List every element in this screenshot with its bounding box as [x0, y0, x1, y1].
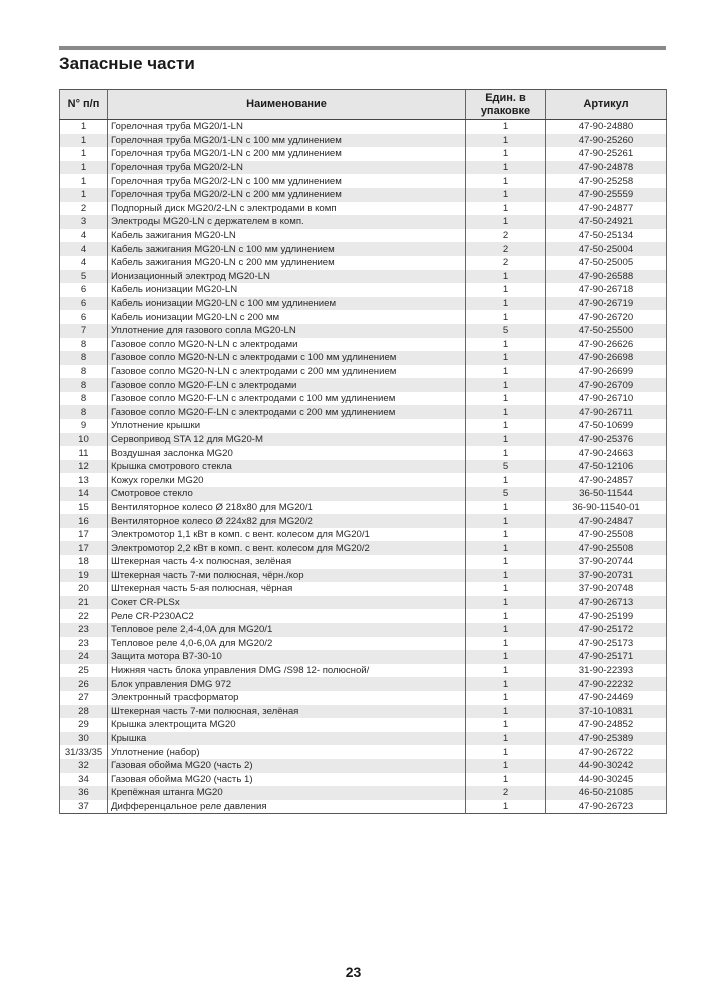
header-number: N° п/п — [60, 90, 108, 120]
table-row — [60, 650, 667, 664]
table-row — [60, 541, 667, 555]
row-number: 27 — [60, 691, 108, 705]
table-row — [60, 242, 667, 256]
row-name: Крышка электрощита MG20 — [108, 718, 466, 732]
row-name: Электромотор 1,1 кВт в комп. с вент. колесом для MG20/1 — [108, 528, 466, 542]
row-article: 37-90-20748 — [546, 582, 667, 596]
row-number: 13 — [60, 473, 108, 487]
row-qty: 1 — [466, 650, 546, 664]
table-row — [60, 365, 667, 379]
row-qty: 1 — [466, 392, 546, 406]
table-row — [60, 392, 667, 406]
header-article: Артикул — [546, 90, 667, 120]
row-name: Горелочная труба MG20/1-LN с 100 мм удлинением — [108, 134, 466, 148]
row-name: Уплотнение для газового сопла MG20-LN — [108, 324, 466, 338]
table-row — [60, 596, 667, 610]
page-title: Запасные части — [59, 54, 195, 73]
row-article: 47-90-24852 — [546, 718, 667, 732]
table-row — [60, 637, 667, 651]
row-number: 1 — [60, 161, 108, 175]
table-row — [60, 745, 667, 759]
table-row — [60, 460, 667, 474]
row-name: Дифференцальное реле давления — [108, 800, 466, 814]
table-row — [60, 623, 667, 637]
row-number: 8 — [60, 351, 108, 365]
row-qty: 5 — [466, 487, 546, 501]
row-qty: 1 — [466, 188, 546, 202]
row-number: 26 — [60, 677, 108, 691]
row-number: 8 — [60, 365, 108, 379]
row-article: 37-90-20744 — [546, 555, 667, 569]
row-name: Горелочная труба MG20/1-LN с 200 мм удлинением — [108, 147, 466, 161]
row-qty: 1 — [466, 718, 546, 732]
row-qty: 1 — [466, 134, 546, 148]
row-article: 47-50-10699 — [546, 419, 667, 433]
row-qty: 1 — [466, 569, 546, 583]
row-article: 47-90-26709 — [546, 378, 667, 392]
row-qty: 1 — [466, 609, 546, 623]
row-name: Тепловое реле 4,0-6,0А для MG20/2 — [108, 637, 466, 651]
row-number: 20 — [60, 582, 108, 596]
row-qty: 1 — [466, 419, 546, 433]
table-row — [60, 188, 667, 202]
row-qty: 1 — [466, 759, 546, 773]
table-row — [60, 514, 667, 528]
row-name: Газовое сопло MG20-N-LN с электродами с 100 мм удлинением — [108, 351, 466, 365]
row-qty: 2 — [466, 256, 546, 270]
row-name: Кабель зажигания MG20-LN с 100 мм удлинением — [108, 242, 466, 256]
row-name: Реле CR-P230AC2 — [108, 609, 466, 623]
row-name: Нижняя часть блока управления DMG /S98 12- полюсной/ — [108, 664, 466, 678]
row-article: 47-90-24877 — [546, 202, 667, 216]
row-qty: 1 — [466, 501, 546, 515]
row-name: Штекерная часть 7-ми полюсная, зелёная — [108, 705, 466, 719]
row-qty: 1 — [466, 705, 546, 719]
row-qty: 2 — [466, 242, 546, 256]
row-name: Электронный трасформатор — [108, 691, 466, 705]
row-qty: 1 — [466, 691, 546, 705]
table-row — [60, 270, 667, 284]
row-number: 36 — [60, 786, 108, 800]
table-row — [60, 134, 667, 148]
row-number: 9 — [60, 419, 108, 433]
row-name: Вентиляторное колесо Ø 224х82 для MG20/2 — [108, 514, 466, 528]
table-row — [60, 215, 667, 229]
row-number: 34 — [60, 773, 108, 787]
row-article: 47-90-25260 — [546, 134, 667, 148]
row-qty: 1 — [466, 433, 546, 447]
row-article: 47-90-26710 — [546, 392, 667, 406]
row-article: 47-90-24847 — [546, 514, 667, 528]
row-name: Электроды MG20-LN с держателем в комп. — [108, 215, 466, 229]
row-qty: 1 — [466, 446, 546, 460]
row-qty: 1 — [466, 623, 546, 637]
row-article: 47-50-25134 — [546, 229, 667, 243]
row-article: 47-90-22232 — [546, 677, 667, 691]
row-name: Газовое сопло MG20-N-LN с электродами — [108, 338, 466, 352]
row-article: 47-90-26723 — [546, 800, 667, 814]
table-row — [60, 405, 667, 419]
row-article: 47-50-25005 — [546, 256, 667, 270]
row-number: 6 — [60, 283, 108, 297]
table-row — [60, 718, 667, 732]
row-article: 47-90-25389 — [546, 732, 667, 746]
row-qty: 1 — [466, 555, 546, 569]
row-article: 47-90-25376 — [546, 433, 667, 447]
table-row — [60, 256, 667, 270]
row-number: 19 — [60, 569, 108, 583]
table-row — [60, 528, 667, 542]
row-name: Газовая обойма MG20 (часть 2) — [108, 759, 466, 773]
table-row — [60, 732, 667, 746]
row-name: Кабель ионизации MG20-LN — [108, 283, 466, 297]
row-article: 47-90-25508 — [546, 541, 667, 555]
row-qty: 1 — [466, 174, 546, 188]
row-article: 47-90-25508 — [546, 528, 667, 542]
row-article: 47-90-26720 — [546, 310, 667, 324]
row-name: Подпорный диск MG20/2-LN с электродами в комп — [108, 202, 466, 216]
table-row — [60, 161, 667, 175]
row-number: 23 — [60, 637, 108, 651]
row-qty: 2 — [466, 229, 546, 243]
row-name: Газовая обойма MG20 (часть 1) — [108, 773, 466, 787]
row-name: Уплотнение крышки — [108, 419, 466, 433]
row-number: 4 — [60, 242, 108, 256]
top-rule — [59, 46, 666, 50]
table-row — [60, 446, 667, 460]
row-number: 10 — [60, 433, 108, 447]
row-name: Сокет CR-PLSx — [108, 596, 466, 610]
row-name: Блок управления DMG 972 — [108, 677, 466, 691]
row-number: 1 — [60, 188, 108, 202]
table-row — [60, 773, 667, 787]
table-row — [60, 174, 667, 188]
table-row — [60, 677, 667, 691]
row-article: 47-90-24469 — [546, 691, 667, 705]
row-number: 4 — [60, 256, 108, 270]
row-number: 18 — [60, 555, 108, 569]
row-number: 5 — [60, 270, 108, 284]
row-article: 47-90-26588 — [546, 270, 667, 284]
row-number: 4 — [60, 229, 108, 243]
row-qty: 1 — [466, 310, 546, 324]
header-name: Наименование — [108, 90, 466, 120]
row-name: Штекерная часть 7-ми полюсная, чёрн./кор — [108, 569, 466, 583]
row-article: 47-90-25559 — [546, 188, 667, 202]
row-article: 37-90-20731 — [546, 569, 667, 583]
row-name: Газовое сопло MG20-F-LN с электродами с 200 мм удлинением — [108, 405, 466, 419]
table-row — [60, 487, 667, 501]
row-name: Газовое сопло MG20-N-LN с электродами с 200 мм удлинением — [108, 365, 466, 379]
row-article: 47-90-25173 — [546, 637, 667, 651]
row-article: 47-50-24921 — [546, 215, 667, 229]
row-name: Горелочная труба MG20/2-LN с 200 мм удлинением — [108, 188, 466, 202]
row-name: Крышка смотрового стекла — [108, 460, 466, 474]
row-qty: 1 — [466, 161, 546, 175]
row-qty: 1 — [466, 541, 546, 555]
row-article: 47-90-24663 — [546, 446, 667, 460]
table-row — [60, 569, 667, 583]
row-article: 31-90-22393 — [546, 664, 667, 678]
table-row — [60, 786, 667, 800]
row-name: Вентиляторное колесо Ø 218х80 для MG20/1 — [108, 501, 466, 515]
row-number: 1 — [60, 134, 108, 148]
row-number: 17 — [60, 541, 108, 555]
row-name: Горелочная труба MG20/2-LN — [108, 161, 466, 175]
header-qty: Един. в упаковке — [466, 90, 546, 120]
row-number: 21 — [60, 596, 108, 610]
row-number: 31/33/35 — [60, 745, 108, 759]
row-qty: 1 — [466, 473, 546, 487]
row-name: Сервопривод STA 12 для MG20-M — [108, 433, 466, 447]
table-row — [60, 351, 667, 365]
row-article: 47-90-25199 — [546, 609, 667, 623]
row-number: 1 — [60, 147, 108, 161]
table-row — [60, 691, 667, 705]
row-article: 47-90-25172 — [546, 623, 667, 637]
row-qty: 1 — [466, 120, 546, 134]
row-name: Кабель ионизации MG20-LN с 100 мм удлинением — [108, 297, 466, 311]
row-name: Тепловое реле 2,4-4,0А для MG20/1 — [108, 623, 466, 637]
table-body — [60, 120, 667, 814]
row-name: Крышка — [108, 732, 466, 746]
row-name: Горелочная труба MG20/1-LN — [108, 120, 466, 134]
row-qty: 1 — [466, 351, 546, 365]
table-row — [60, 120, 667, 134]
row-article: 47-90-24880 — [546, 120, 667, 134]
row-name: Штекерная часть 5-ая полюсная, чёрная — [108, 582, 466, 596]
row-qty: 1 — [466, 773, 546, 787]
row-article: 47-90-24878 — [546, 161, 667, 175]
row-qty: 1 — [466, 270, 546, 284]
row-qty: 1 — [466, 732, 546, 746]
row-qty: 5 — [466, 324, 546, 338]
row-article: 36-90-11540-01 — [546, 501, 667, 515]
row-article: 47-90-26626 — [546, 338, 667, 352]
row-qty: 1 — [466, 338, 546, 352]
table-row — [60, 338, 667, 352]
row-number: 37 — [60, 800, 108, 814]
row-article: 36-50-11544 — [546, 487, 667, 501]
row-number: 23 — [60, 623, 108, 637]
row-name: Смотровое стекло — [108, 487, 466, 501]
row-number: 8 — [60, 392, 108, 406]
table-row — [60, 202, 667, 216]
row-number: 3 — [60, 215, 108, 229]
table-row — [60, 283, 667, 297]
row-article: 46-50-21085 — [546, 786, 667, 800]
row-article: 47-90-26711 — [546, 405, 667, 419]
table-row — [60, 800, 667, 814]
row-name: Защита мотора B7-30-10 — [108, 650, 466, 664]
row-article: 47-90-26698 — [546, 351, 667, 365]
table-row — [60, 378, 667, 392]
row-qty: 1 — [466, 745, 546, 759]
row-number: 12 — [60, 460, 108, 474]
row-qty: 1 — [466, 378, 546, 392]
row-name: Уплотнение (набор) — [108, 745, 466, 759]
row-qty: 2 — [466, 786, 546, 800]
row-number: 2 — [60, 202, 108, 216]
row-qty: 1 — [466, 202, 546, 216]
row-article: 47-90-26722 — [546, 745, 667, 759]
row-number: 16 — [60, 514, 108, 528]
row-number: 6 — [60, 310, 108, 324]
row-qty: 1 — [466, 664, 546, 678]
row-qty: 1 — [466, 596, 546, 610]
row-number: 15 — [60, 501, 108, 515]
table-row — [60, 147, 667, 161]
row-article: 44-90-30245 — [546, 773, 667, 787]
row-article: 47-90-25261 — [546, 147, 667, 161]
row-qty: 1 — [466, 215, 546, 229]
table-header-row — [60, 90, 667, 120]
row-article: 47-90-26719 — [546, 297, 667, 311]
row-name: Кабель зажигания MG20-LN — [108, 229, 466, 243]
row-name: Кабель ионизации MG20-LN с 200 мм — [108, 310, 466, 324]
table-row — [60, 229, 667, 243]
table-row — [60, 324, 667, 338]
row-qty: 5 — [466, 460, 546, 474]
row-qty: 1 — [466, 800, 546, 814]
row-qty: 1 — [466, 365, 546, 379]
row-article: 44-90-30242 — [546, 759, 667, 773]
row-number: 28 — [60, 705, 108, 719]
row-name: Кабель зажигания MG20-LN с 200 мм удлинением — [108, 256, 466, 270]
row-number: 8 — [60, 378, 108, 392]
row-number: 7 — [60, 324, 108, 338]
row-name: Горелочная труба MG20/2-LN с 100 мм удлинением — [108, 174, 466, 188]
row-number: 17 — [60, 528, 108, 542]
row-qty: 1 — [466, 514, 546, 528]
row-number: 29 — [60, 718, 108, 732]
row-name: Штекерная часть 4-х полюсная, зелёная — [108, 555, 466, 569]
row-qty: 1 — [466, 677, 546, 691]
table-row — [60, 555, 667, 569]
row-article: 47-90-26718 — [546, 283, 667, 297]
row-number: 32 — [60, 759, 108, 773]
row-name: Газовое сопло MG20-F-LN с электродами с 100 мм удлинением — [108, 392, 466, 406]
row-article: 47-90-26713 — [546, 596, 667, 610]
row-number: 1 — [60, 174, 108, 188]
row-article: 37-10-10831 — [546, 705, 667, 719]
table-row — [60, 705, 667, 719]
row-qty: 1 — [466, 582, 546, 596]
row-article: 47-50-12106 — [546, 460, 667, 474]
row-name: Газовое сопло MG20-F-LN с электродами — [108, 378, 466, 392]
row-number: 25 — [60, 664, 108, 678]
row-name: Электромотор 2,2 кВт в комп. с вент. колесом для MG20/2 — [108, 541, 466, 555]
row-article: 47-90-25171 — [546, 650, 667, 664]
row-qty: 1 — [466, 528, 546, 542]
row-number: 11 — [60, 446, 108, 460]
spare-parts-table — [59, 89, 667, 814]
table-row — [60, 609, 667, 623]
row-article: 47-90-25258 — [546, 174, 667, 188]
row-qty: 1 — [466, 147, 546, 161]
table-row — [60, 297, 667, 311]
row-number: 8 — [60, 338, 108, 352]
row-name: Кожух горелки MG20 — [108, 473, 466, 487]
row-number: 14 — [60, 487, 108, 501]
table-row — [60, 582, 667, 596]
row-name: Воздушная заслонка MG20 — [108, 446, 466, 460]
table-row — [60, 310, 667, 324]
table-row — [60, 433, 667, 447]
row-number: 8 — [60, 405, 108, 419]
row-qty: 1 — [466, 283, 546, 297]
row-name: Ионизационный электрод MG20-LN — [108, 270, 466, 284]
table-row — [60, 419, 667, 433]
row-qty: 1 — [466, 637, 546, 651]
row-article: 47-90-26699 — [546, 365, 667, 379]
row-number: 6 — [60, 297, 108, 311]
row-name: Крепёжная штанга MG20 — [108, 786, 466, 800]
table-row — [60, 473, 667, 487]
page-number: 23 — [345, 964, 362, 980]
row-number: 22 — [60, 609, 108, 623]
row-qty: 1 — [466, 297, 546, 311]
row-number: 30 — [60, 732, 108, 746]
row-number: 24 — [60, 650, 108, 664]
table-row — [60, 664, 667, 678]
row-qty: 1 — [466, 405, 546, 419]
table-row — [60, 759, 667, 773]
row-number: 1 — [60, 120, 108, 134]
table-row — [60, 501, 667, 515]
row-article: 47-90-24857 — [546, 473, 667, 487]
row-article: 47-50-25004 — [546, 242, 667, 256]
row-article: 47-50-25500 — [546, 324, 667, 338]
